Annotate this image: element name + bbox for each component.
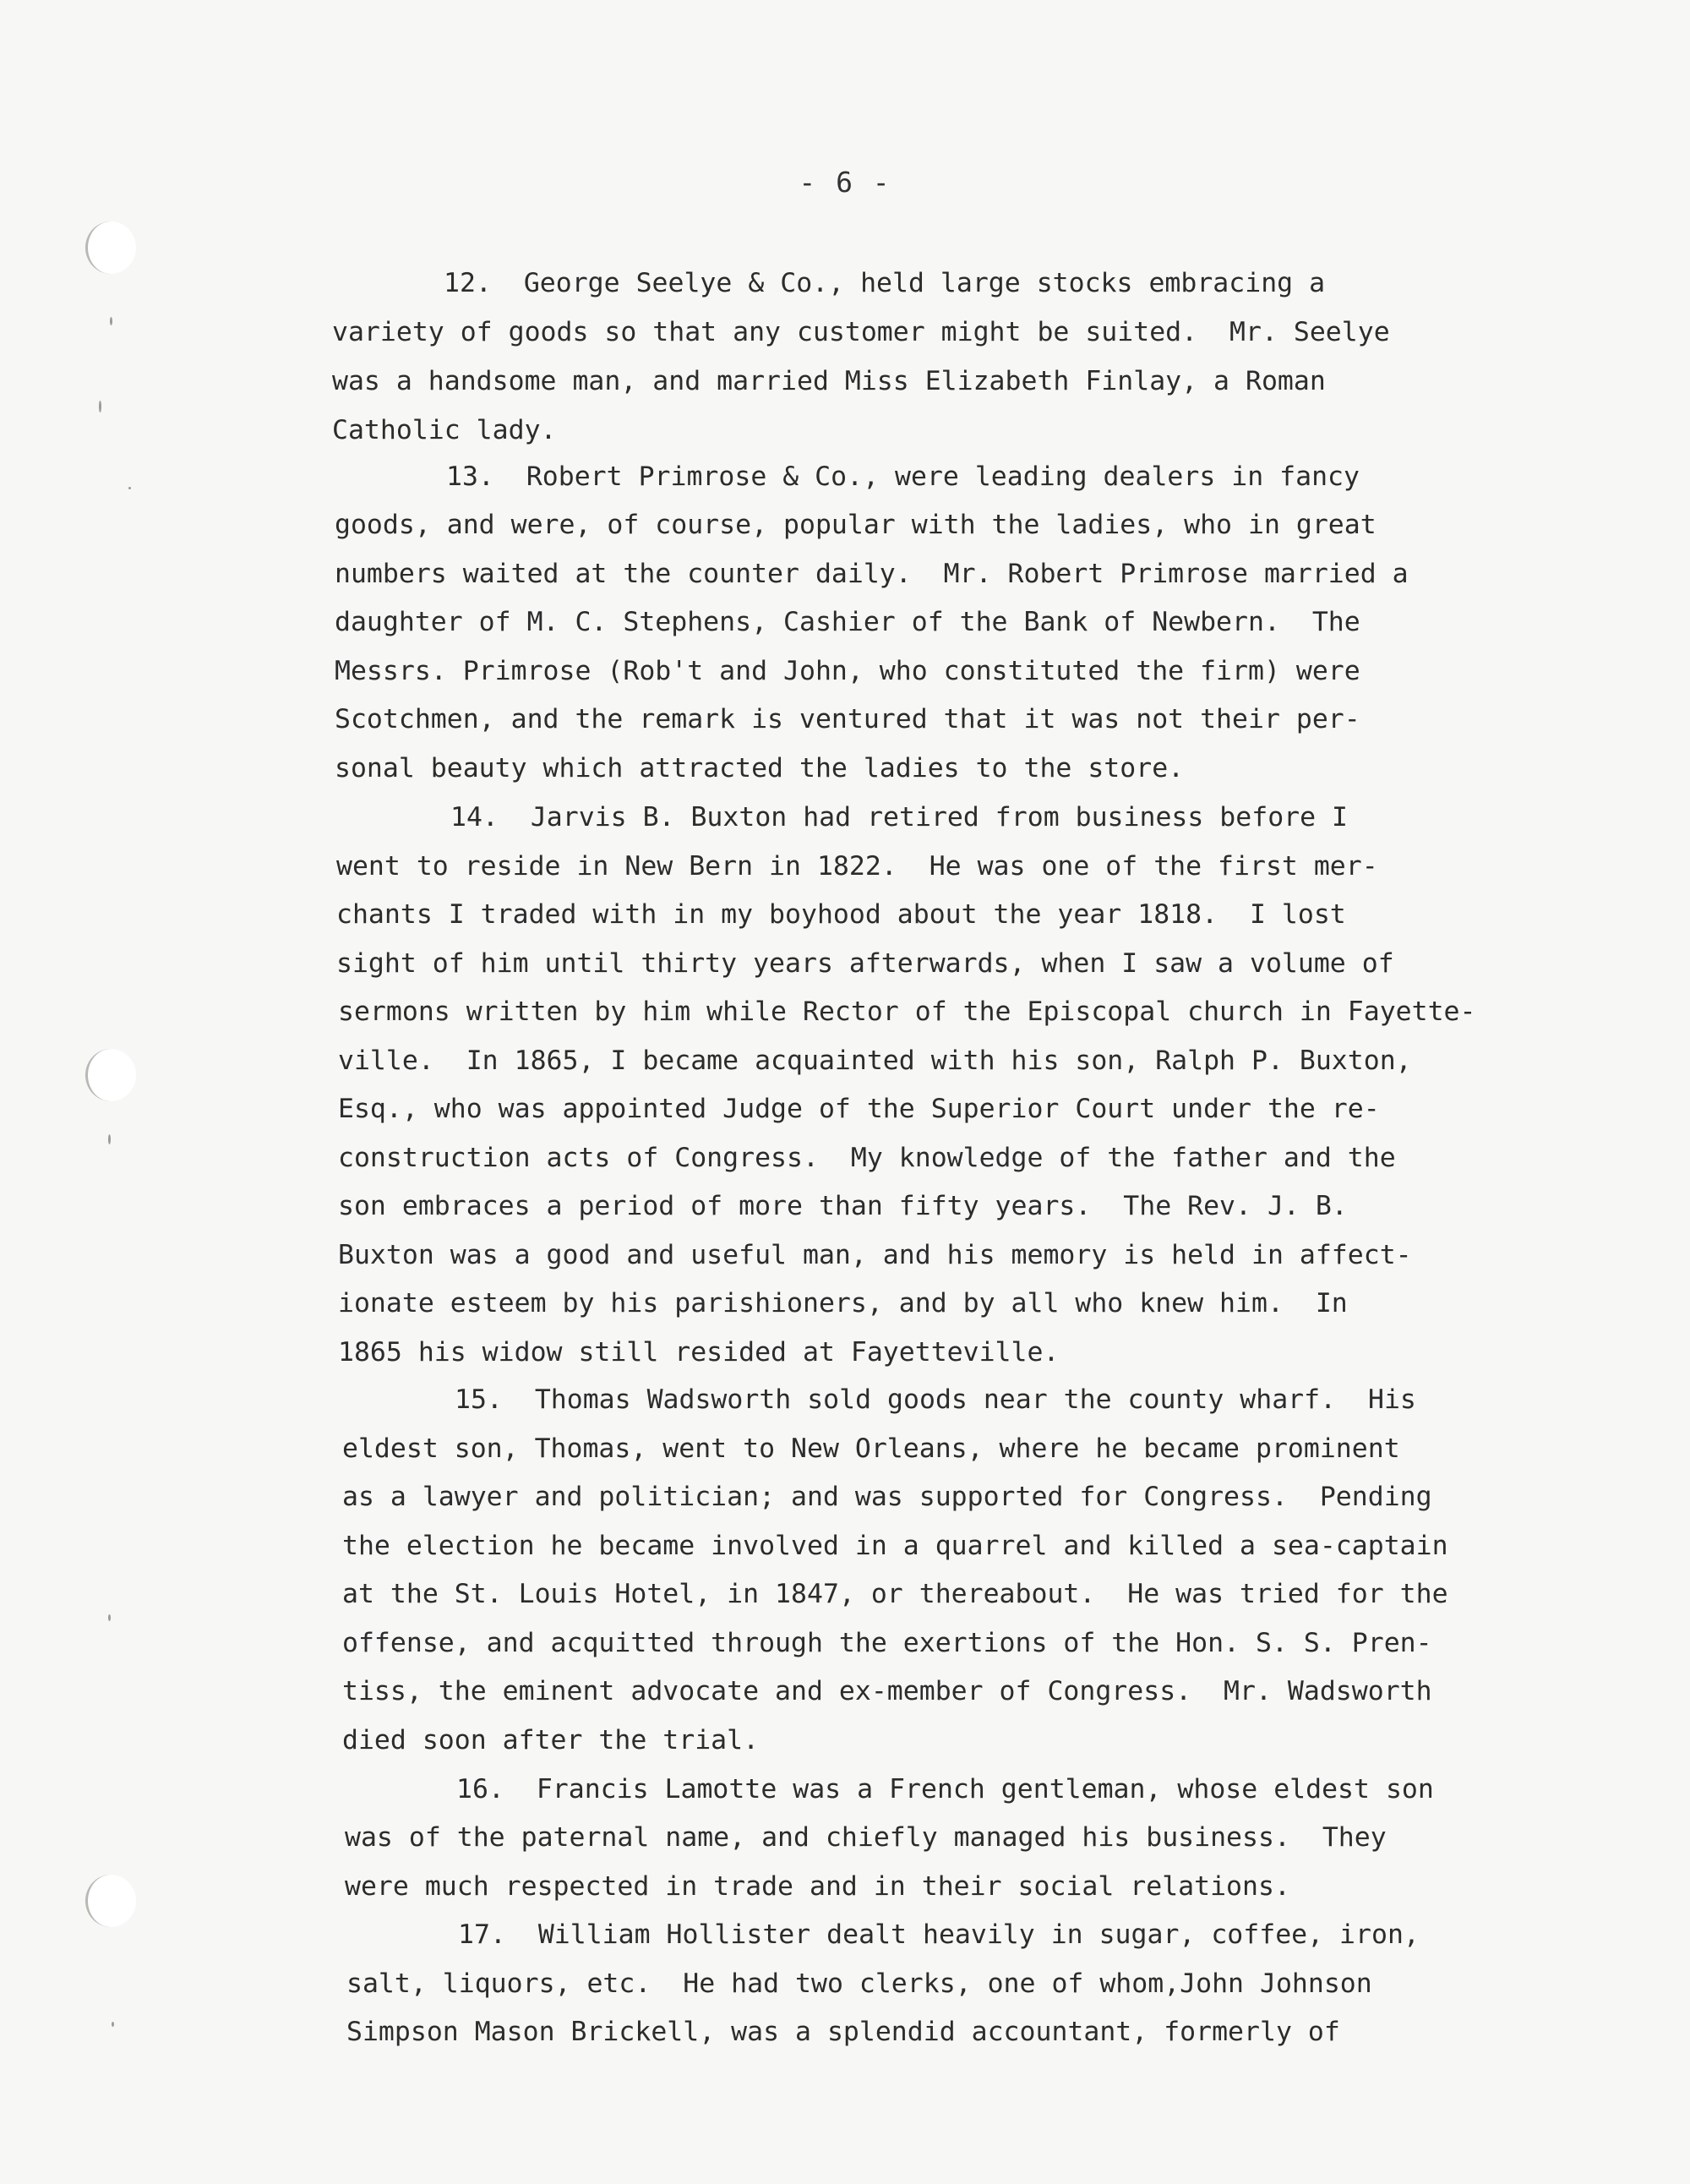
- text-line: died soon after the trial.: [342, 1725, 760, 1755]
- text-line: Catholic lady.: [332, 415, 557, 445]
- text-line: chants I traded with in my boyhood about the year 1818. I lost: [336, 899, 1346, 930]
- text-line: offense, and acquitted through the exertions of the Hon. S. S. Pren-: [342, 1628, 1432, 1658]
- text-line: as a lawyer and politician; and was supported for Congress. Pending: [342, 1482, 1432, 1512]
- punch-hole: [85, 221, 136, 274]
- text-line: 14. Jarvis B. Buxton had retired from business before I: [450, 802, 1349, 833]
- text-line: variety of goods so that any customer might be suited. Mr. Seelye: [332, 317, 1390, 347]
- paper-mark: [108, 1614, 111, 1621]
- text-line: Buxton was a good and useful man, and his memory is held in affect-: [338, 1240, 1412, 1270]
- text-line: sonal beauty which attracted the ladies to the store.: [335, 753, 1185, 784]
- text-line: Simpson Mason Brickell, was a splendid accountant, formerly of: [346, 2017, 1340, 2047]
- text-line: sight of him until thirty years afterwards, when I saw a volume of: [336, 948, 1394, 979]
- text-line: went to reside in New Bern in 1822. He was one of the first mer-: [336, 851, 1378, 882]
- punch-hole: [85, 1875, 136, 1927]
- text-line: 17. William Hollister dealt heavily in sugar, coffee, iron,: [458, 1919, 1420, 1950]
- text-line: ionate esteem by his parishioners, and by all who knew him. In: [338, 1288, 1348, 1319]
- page-number: - 6 -: [799, 166, 891, 199]
- text-line: Scotchmen, and the remark is ventured that it was not their per-: [335, 704, 1360, 734]
- text-line: construction acts of Congress. My knowledge of the father and the: [338, 1143, 1396, 1173]
- text-line: Esq., who was appointed Judge of the Superior Court under the re-: [338, 1094, 1380, 1124]
- text-line: 15. Thomas Wadsworth sold goods near the county wharf. His: [455, 1384, 1416, 1415]
- paper-mark: [110, 317, 112, 325]
- text-line: sermons written by him while Rector of the Episcopal church in Fayette-: [338, 996, 1476, 1027]
- paper-mark: [128, 487, 131, 489]
- text-line: were much respected in trade and in their social relations.: [345, 1871, 1290, 1902]
- text-line: 13. Robert Primrose & Co., were leading dealers in fancy: [446, 461, 1360, 492]
- text-line: eldest son, Thomas, went to New Orleans, where he became prominent: [342, 1433, 1400, 1464]
- text-line: 16. Francis Lamotte was a French gentleman, whose eldest son: [456, 1774, 1434, 1805]
- text-line: 12. George Seelye & Co., held large stocks embracing a: [444, 268, 1326, 298]
- paper-mark: [112, 2022, 114, 2027]
- text-line: daughter of M. C. Stephens, Cashier of the Bank of Newbern. The: [335, 607, 1360, 637]
- paper-mark: [99, 401, 101, 412]
- text-line: was of the paternal name, and chiefly managed his business. They: [345, 1822, 1387, 1853]
- text-line: tiss, the eminent advocate and ex-member of Congress. Mr. Wadsworth: [342, 1676, 1432, 1706]
- text-line: salt, liquors, etc. He had two clerks, one of whom,John Johnson: [346, 1968, 1372, 1999]
- text-line: goods, and were, of course, popular with the ladies, who in great: [335, 510, 1377, 540]
- text-line: son embraces a period of more than fifty years. The Rev. J. B.: [338, 1191, 1348, 1221]
- text-line: at the St. Louis Hotel, in 1847, or thereabout. He was tried for the: [342, 1579, 1448, 1609]
- text-line: Messrs. Primrose (Rob't and John, who constituted the firm) were: [335, 656, 1360, 686]
- text-line: was a handsome man, and married Miss Elizabeth Finlay, a Roman: [332, 366, 1326, 396]
- text-line: ville. In 1865, I became acquainted with his son, Ralph P. Buxton,: [338, 1046, 1412, 1076]
- punch-hole: [85, 1049, 136, 1101]
- text-line: the election he became involved in a quarrel and killed a sea-captain: [342, 1531, 1448, 1561]
- text-line: numbers waited at the counter daily. Mr. Robert Primrose married a: [335, 559, 1409, 589]
- text-line: 1865 his widow still resided at Fayetteville.: [338, 1337, 1060, 1368]
- paper-mark: [108, 1134, 111, 1144]
